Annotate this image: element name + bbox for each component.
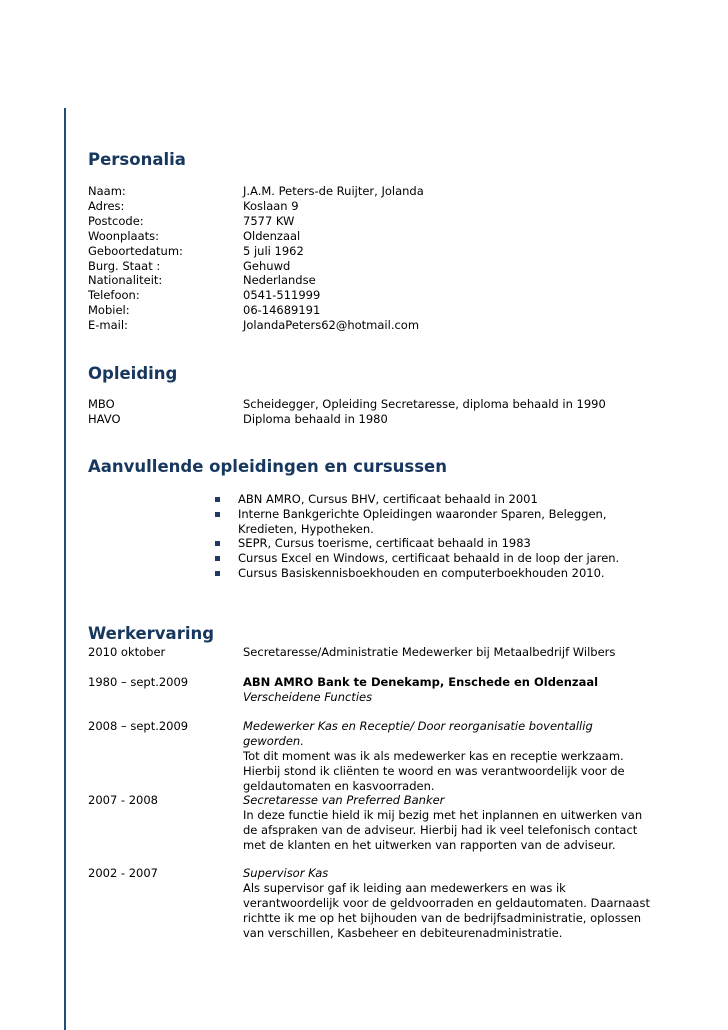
list-item-text: ABN AMRO, Cursus BHV, certificaat behaald in 2001 [238,492,538,506]
row-value: J.A.M. Peters-de Ruijter, Jolanda [243,184,424,198]
work-description: Als supervisor gaf ik leiding aan medewerkers en was ik verantwoordelijk voor de geldvoorraden en geldautomaten. Daarnaast richtte ik me op het bijhouden van de bedrijfsadministratie, oplossen van verschillen, Kasbeheer en debiteurenadministratie. [243,881,650,940]
work-heading: Supervisor Kas [243,866,329,880]
row-label: Nationaliteit: [88,273,163,287]
bullet-square-icon [215,541,220,546]
row-label: Telefoon: [88,288,140,302]
work-period: 2010 oktober [88,645,166,659]
bullet-square-icon [215,497,220,502]
section-title-personalia: Personalia [88,150,186,169]
row-label: Mobiel: [88,303,130,317]
row-label: Woonplaats: [88,229,160,243]
section-title-werkervaring: Werkervaring [88,624,215,643]
row-label: HAVO [88,412,121,426]
work-period: 2002 - 2007 [88,866,158,880]
bullet-square-icon [215,512,220,517]
left-margin-rule [64,108,66,1030]
row-value: 5 juli 1962 [243,244,304,258]
row-label: Adres: [88,199,125,213]
row-value: JolandaPeters62@hotmail.com [243,318,420,332]
row-value: Gehuwd [243,259,291,273]
work-entry-preferred-banker [243,793,653,853]
list-item-text: Cursus Excel en Windows, certificaat behaald in de loop der jaren. [238,551,620,565]
work-heading: ABN AMRO Bank te Denekamp, Enschede en Oldenzaal [243,675,599,689]
row-value: Scheidegger, Opleiding Secretaresse, diploma behaald in 1990 [243,397,606,411]
row-value: Koslaan 9 [243,199,299,213]
section-title-opleiding: Opleiding [88,364,178,383]
row-value: Oldenzaal [243,229,301,243]
work-heading: Secretaresse van Preferred Banker [243,793,445,807]
row-label: Postcode: [88,214,144,228]
section-title-aanvullend: Aanvullende opleidingen en cursussen [88,457,447,476]
work-period: 1980 – sept.2009 [88,675,189,689]
list-item-text: Interne Bankgerichte Opleidingen waaronder Sparen, Beleggen, Kredieten, Hypotheken. [238,507,607,536]
row-value: 06-14689191 [243,303,321,317]
work-description: In deze functie hield ik mij bezig met het inplannen en uitwerken van de afspraken van de adviseur. Hierbij had ik veel telefonisch contact met de klanten en het uitwerken van rapporten van de adviseur. [243,808,643,852]
bullet-square-icon [215,556,220,561]
list-item-text: SEPR, Cursus toerisme, certificaat behaald in 1983 [238,536,531,550]
row-value: 7577 KW [243,214,295,228]
work-entry-wilbers [243,645,653,660]
work-heading: Medewerker Kas en Receptie/ Door reorganisatie boventallig geworden. [243,719,593,748]
work-heading: Secretaresse/Administratie Medewerker bij Metaalbedrijf Wilbers [243,645,616,659]
work-entry-supervisor-kas [243,866,653,941]
row-label: Geboortedatum: [88,244,183,258]
row-value: Diploma behaald in 1980 [243,412,388,426]
work-entry-kas-receptie [243,719,653,794]
list-item-text: Cursus Basiskennisboekhouden en computerboekhouden 2010. [238,566,605,580]
work-period: 2008 – sept.2009 [88,719,189,733]
work-description: Tot dit moment was ik als medewerker kas en receptie werkzaam. Hierbij stond ik cliënten te woord en was verantwoordelijk voor de geldautomaten en kasvoorraden. [243,749,625,793]
work-entry-abn-amro [243,675,653,705]
row-value: 0541-511999 [243,288,321,302]
row-label: MBO [88,397,115,411]
work-period: 2007 - 2008 [88,793,158,807]
bullet-square-icon [215,571,220,576]
row-label: E-mail: [88,318,128,332]
row-value: Nederlandse [243,273,316,287]
row-label: Burg. Staat : [88,259,161,273]
work-description: Verscheidene Functies [243,690,373,704]
row-label: Naam: [88,184,126,198]
